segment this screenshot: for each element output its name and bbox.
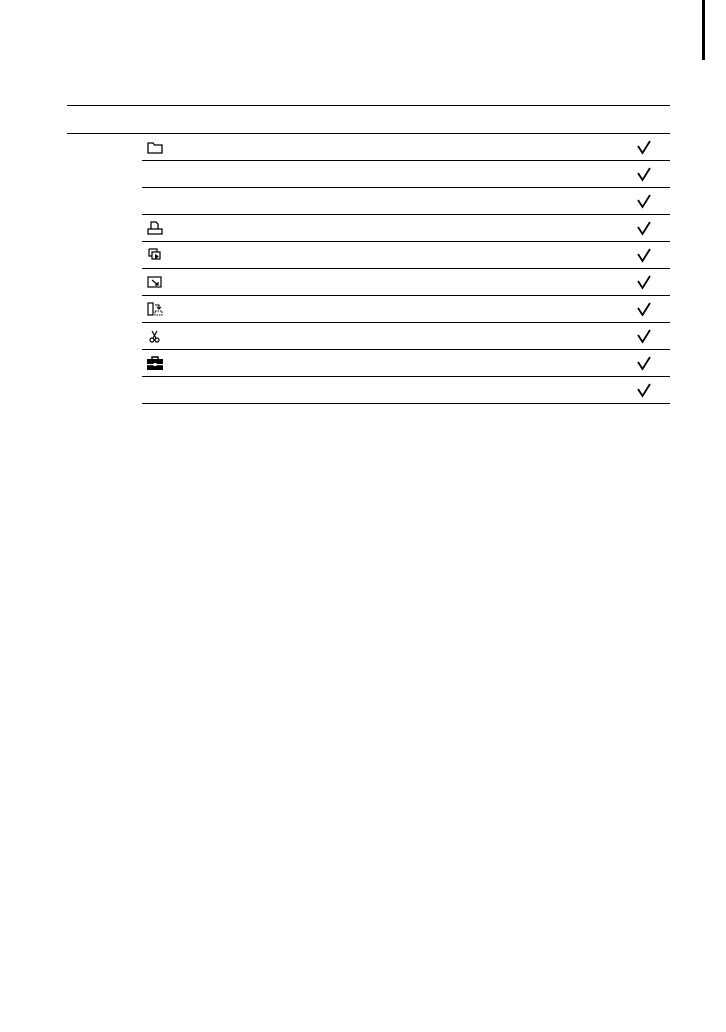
table-row <box>142 296 670 323</box>
table-row <box>142 215 670 242</box>
trimming-scissors-icon <box>146 328 164 344</box>
slideshow-icon <box>146 247 164 263</box>
table-row <box>142 377 670 404</box>
feature-table <box>142 134 670 404</box>
table-row <box>142 161 670 188</box>
check-icon <box>636 328 652 344</box>
table-row <box>142 269 670 296</box>
table-header-top-rule <box>67 105 670 106</box>
check-icon <box>636 193 652 209</box>
table-row <box>142 323 670 350</box>
table-row <box>142 134 670 161</box>
table-row <box>142 350 670 377</box>
table-row <box>142 242 670 269</box>
page-edge-tab-marker <box>702 0 705 60</box>
setup-toolbox-icon <box>146 355 164 371</box>
check-icon <box>636 247 652 263</box>
check-icon <box>636 166 652 182</box>
check-icon <box>636 139 652 155</box>
table-row <box>142 188 670 215</box>
folder-icon <box>146 139 164 155</box>
print-icon <box>146 220 164 236</box>
check-icon <box>636 220 652 236</box>
check-icon <box>636 274 652 290</box>
resize-icon <box>146 274 164 290</box>
check-icon <box>636 355 652 371</box>
check-icon <box>636 301 652 317</box>
rotate-icon <box>146 301 164 317</box>
check-icon <box>636 382 652 398</box>
